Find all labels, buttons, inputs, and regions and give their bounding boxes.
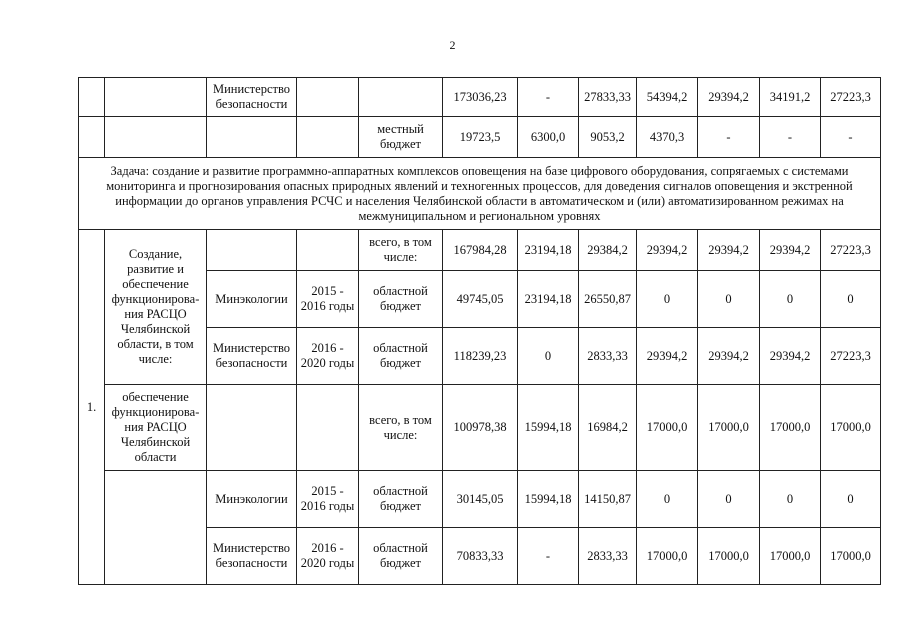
value-cell: 17000,0 — [637, 528, 698, 585]
value-cell: 30145,05 — [443, 471, 518, 528]
executor-cell — [207, 230, 297, 271]
source-cell — [359, 78, 443, 117]
source-cell: областной бюджет — [359, 271, 443, 328]
executor-cell: Минэкологии — [207, 471, 297, 528]
value-cell: - — [760, 117, 821, 158]
value-cell: - — [821, 117, 881, 158]
value-cell: 14150,87 — [579, 471, 637, 528]
value-cell: 17000,0 — [760, 528, 821, 585]
value-cell: 27833,33 — [579, 78, 637, 117]
value-cell: 29394,2 — [760, 328, 821, 385]
value-cell: 49745,05 — [443, 271, 518, 328]
page-number: 2 — [449, 38, 456, 52]
value-cell: 9053,2 — [579, 117, 637, 158]
task-description: Задача: создание и развитие программно-аппаратных комплексов оповещения на базе цифрового оборудования, сопрягаемых с системами мониторинга и прогнозирования опасных природных явлений и техногенных процессов, для доведения сигналов оповещения и экстренной информации до органов управления РСЧС и населения Челябинской области в автоматическом и (или) автоматизированном режимах на межмуниципальном и региональном уровнях — [79, 158, 881, 230]
value-cell: 167984,28 — [443, 230, 518, 271]
table-row — [79, 385, 881, 471]
source-cell: областной бюджет — [359, 328, 443, 385]
value-cell: 23194,18 — [518, 230, 579, 271]
value-cell: 118239,23 — [443, 328, 518, 385]
value-cell: 0 — [637, 471, 698, 528]
value-cell: 0 — [637, 271, 698, 328]
budget-table — [78, 77, 881, 585]
value-cell: 4370,3 — [637, 117, 698, 158]
value-cell: 17000,0 — [760, 385, 821, 471]
value-cell: 29394,2 — [637, 328, 698, 385]
source-cell: всего, в том числе: — [359, 385, 443, 471]
table-row — [79, 117, 881, 158]
value-cell: 54394,2 — [637, 78, 698, 117]
value-cell: 17000,0 — [821, 385, 881, 471]
value-cell: 0 — [821, 271, 881, 328]
value-cell: 15994,18 — [518, 385, 579, 471]
source-cell: всего, в том числе: — [359, 230, 443, 271]
value-cell: 16984,2 — [579, 385, 637, 471]
index-cell — [79, 78, 105, 117]
value-cell: 27223,3 — [821, 230, 881, 271]
executor-cell: Минэкологии — [207, 271, 297, 328]
item-name: Создание, развитие и обеспечение функционирова-ния РАСЦО Челябинской области, в том числе: — [105, 230, 207, 385]
value-cell: 2833,33 — [579, 328, 637, 385]
value-cell: 17000,0 — [637, 385, 698, 471]
value-cell: 29394,2 — [698, 230, 760, 271]
value-cell: 29394,2 — [760, 230, 821, 271]
source-cell: местный бюджет — [359, 117, 443, 158]
period-cell — [297, 117, 359, 158]
task-row — [79, 158, 881, 230]
value-cell: 15994,18 — [518, 471, 579, 528]
table-row — [79, 471, 881, 528]
period-cell — [297, 78, 359, 117]
value-cell: 29394,2 — [698, 78, 760, 117]
value-cell: 70833,33 — [443, 528, 518, 585]
value-cell: 0 — [821, 471, 881, 528]
value-cell: 17000,0 — [821, 528, 881, 585]
source-cell: областной бюджет — [359, 528, 443, 585]
table-row — [79, 78, 881, 117]
source-cell: областной бюджет — [359, 471, 443, 528]
value-cell: 29394,2 — [698, 328, 760, 385]
value-cell: 173036,23 — [443, 78, 518, 117]
name-cell — [105, 78, 207, 117]
value-cell: - — [698, 117, 760, 158]
executor-cell: Министерство безопасности — [207, 328, 297, 385]
table-row — [79, 230, 881, 271]
index-cell — [79, 117, 105, 158]
value-cell: 0 — [760, 271, 821, 328]
value-cell: 29394,2 — [637, 230, 698, 271]
value-cell: 100978,38 — [443, 385, 518, 471]
period-cell: 2016 - 2020 годы — [297, 328, 359, 385]
value-cell: 26550,87 — [579, 271, 637, 328]
executor-cell — [207, 385, 297, 471]
period-cell — [297, 385, 359, 471]
value-cell: 17000,0 — [698, 528, 760, 585]
value-cell: 0 — [698, 471, 760, 528]
period-cell: 2015 - 2016 годы — [297, 471, 359, 528]
period-cell: 2016 - 2020 годы — [297, 528, 359, 585]
value-cell: 2833,33 — [579, 528, 637, 585]
value-cell: 0 — [698, 271, 760, 328]
value-cell: 27223,3 — [821, 78, 881, 117]
value-cell: 23194,18 — [518, 271, 579, 328]
executor-cell: Министерство безопасности — [207, 78, 297, 117]
item-name: обеспечение функционирова-ния РАСЦО Челябинской области — [105, 385, 207, 471]
period-cell: 2015 - 2016 годы — [297, 271, 359, 328]
value-cell: - — [518, 78, 579, 117]
value-cell: 19723,5 — [443, 117, 518, 158]
name-cell — [105, 117, 207, 158]
item-index: 1. — [79, 230, 105, 585]
value-cell: 29384,2 — [579, 230, 637, 271]
value-cell: 0 — [518, 328, 579, 385]
value-cell: 0 — [760, 471, 821, 528]
value-cell: 6300,0 — [518, 117, 579, 158]
value-cell: 17000,0 — [698, 385, 760, 471]
value-cell: 34191,2 — [760, 78, 821, 117]
value-cell: - — [518, 528, 579, 585]
value-cell: 27223,3 — [821, 328, 881, 385]
name-cell — [105, 471, 207, 585]
period-cell — [297, 230, 359, 271]
executor-cell — [207, 117, 297, 158]
executor-cell: Министерство безопасности — [207, 528, 297, 585]
